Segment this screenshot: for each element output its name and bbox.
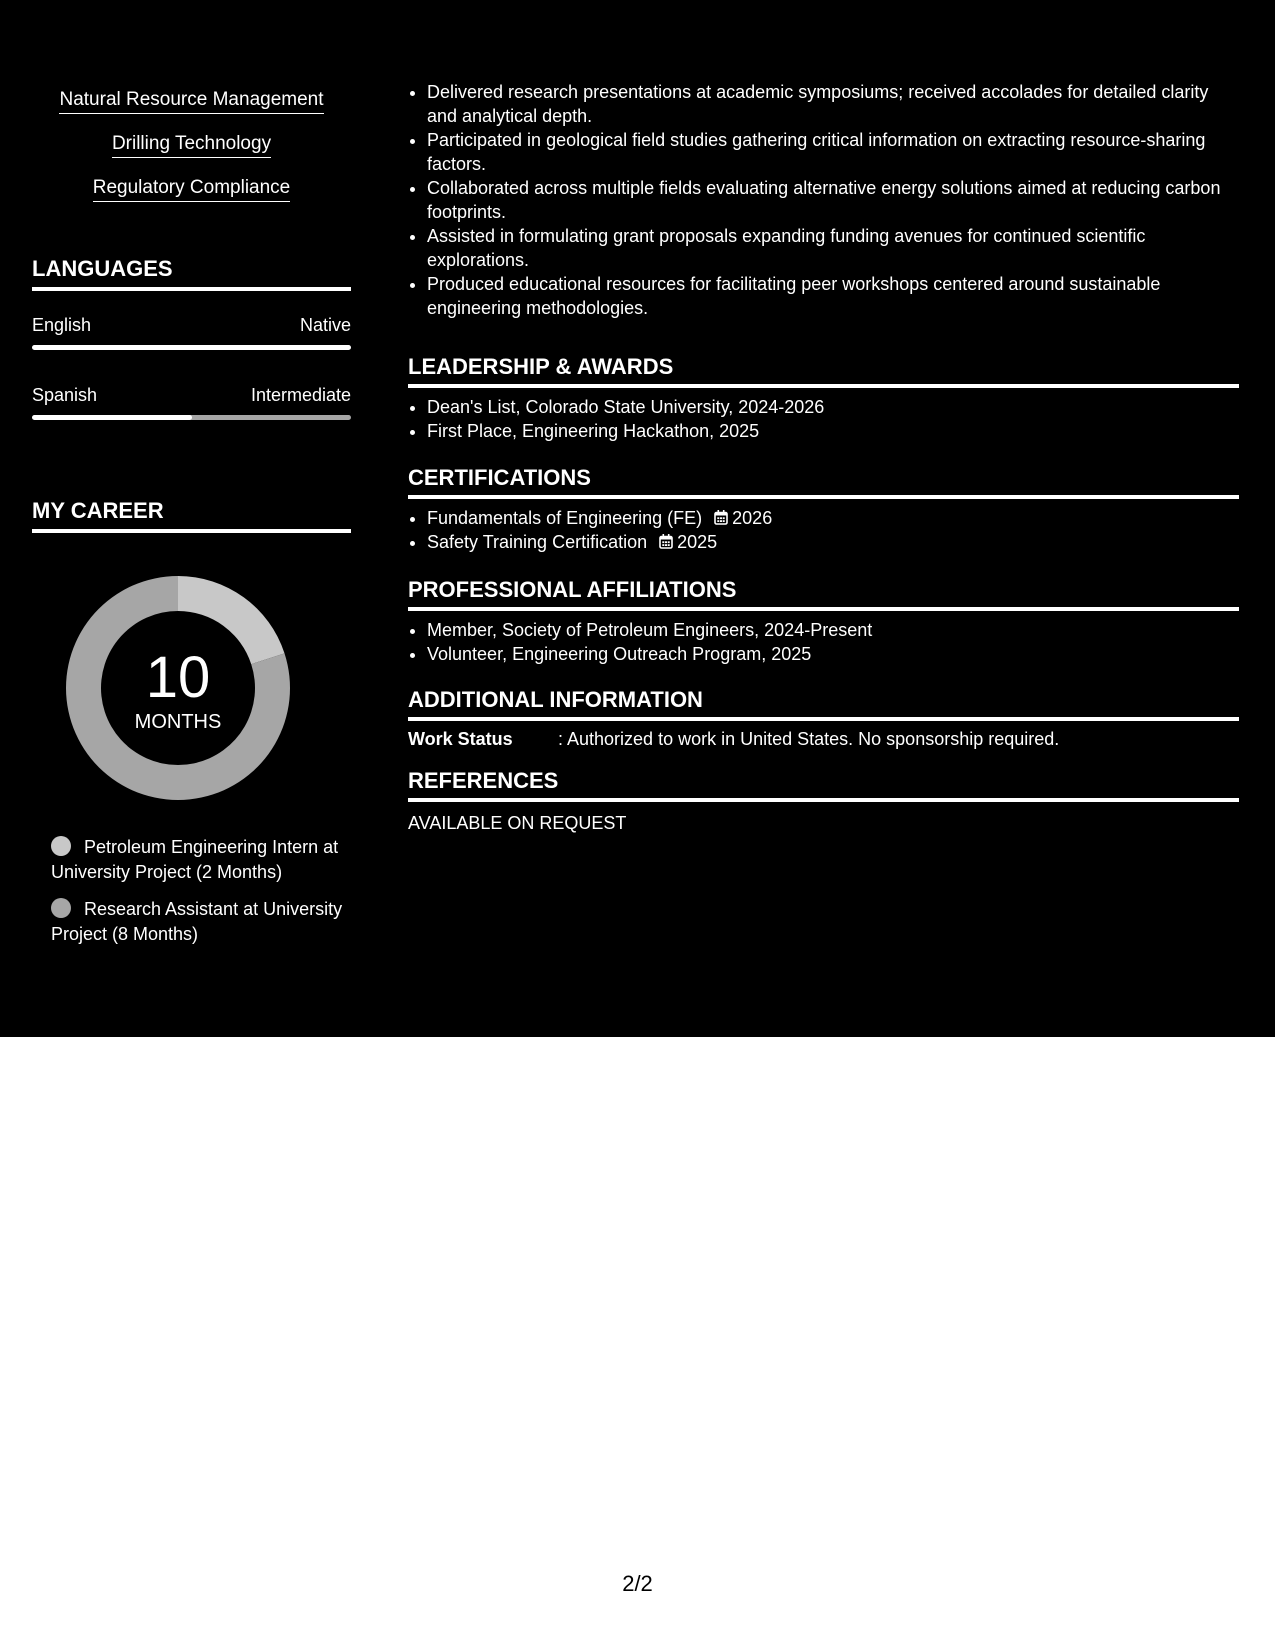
- language-proficiency-fill: [32, 415, 192, 420]
- list-item: • Volunteer, Engineering Outreach Program, 2025: [427, 642, 1239, 666]
- certification-year: 2025: [677, 532, 718, 552]
- experience-bullets: [408, 80, 1239, 320]
- language-proficiency-bar: [32, 415, 351, 420]
- career-total-number: 10: [145, 645, 211, 710]
- language-proficiency-bar: [32, 345, 351, 350]
- affiliations-list: [408, 618, 1239, 666]
- list-item: • Dean's List, Colorado State University, 2024-2026: [427, 395, 1239, 419]
- certification-year: 2026: [732, 508, 773, 528]
- language-proficiency-fill: [32, 345, 351, 350]
- legend-dot-icon: [51, 836, 71, 856]
- languages-heading: LANGUAGES: [32, 255, 351, 291]
- certification-name: Safety Training Certification: [427, 532, 648, 552]
- career-donut-chart: [66, 576, 290, 800]
- references-text: AVAILABLE ON REQUEST: [408, 813, 627, 833]
- career-heading: MY CAREER: [32, 497, 351, 533]
- additional-info-heading: ADDITIONAL INFORMATION: [408, 686, 1239, 721]
- page-number: 2/2: [622, 1571, 653, 1596]
- legend-dot-icon: [51, 898, 71, 918]
- calendar-icon: [714, 510, 728, 525]
- certifications-heading: CERTIFICATIONS: [408, 464, 1239, 499]
- career-legend-item: [51, 835, 351, 885]
- list-item: • Member, Society of Petroleum Engineers, 2024-Present: [427, 618, 1239, 642]
- awards-list: [408, 395, 1239, 443]
- career-legend-label: Research Assistant at University Project (8 Months): [51, 899, 343, 944]
- skill-item: Regulatory Compliance: [93, 176, 291, 202]
- list-item: • Participated in geological field studies gathering critical information on extracting resource-sharing factors.: [427, 128, 1239, 176]
- references-heading: REFERENCES: [408, 767, 1239, 802]
- language-level: Intermediate: [250, 385, 351, 405]
- awards-heading: LEADERSHIP & AWARDS: [408, 353, 1239, 388]
- calendar-icon: [659, 534, 673, 549]
- list-item: • First Place, Engineering Hackathon, 2025: [427, 419, 1239, 443]
- certification-name: Fundamentals of Engineering (FE): [427, 508, 703, 528]
- work-status-value: : Authorized to work in United States. No sponsorship required.: [558, 729, 1060, 749]
- list-item: • Assisted in formulating grant proposals expanding funding avenues for continued scientific explorations.: [427, 224, 1239, 272]
- work-status-row: [408, 727, 1239, 751]
- list-item: [427, 530, 1239, 554]
- certifications-list: [408, 506, 1239, 554]
- language-name: English: [32, 315, 92, 335]
- list-item: [427, 506, 1239, 530]
- language-name: Spanish: [32, 385, 98, 405]
- career-total-unit: MONTHS: [134, 711, 222, 733]
- list-item: • Produced educational resources for facilitating peer workshops centered around sustainable engineering methodologies.: [427, 272, 1239, 320]
- list-item: • Delivered research presentations at academic symposiums; received accolades for detailed clarity and analytical depth.: [427, 80, 1239, 128]
- skills-list: [32, 88, 351, 220]
- list-item: • Collaborated across multiple fields evaluating alternative energy solutions aimed at reducing carbon footprints.: [427, 176, 1239, 224]
- work-status-label: Work Status: [408, 729, 513, 749]
- career-legend-label: Petroleum Engineering Intern at University Project (2 Months): [51, 837, 339, 882]
- career-legend-item: [51, 897, 351, 947]
- skill-item: Drilling Technology: [112, 132, 271, 158]
- language-level: Native: [299, 315, 351, 335]
- skill-item: Natural Resource Management: [59, 88, 323, 114]
- affiliations-heading: PROFESSIONAL AFFILIATIONS: [408, 576, 1239, 611]
